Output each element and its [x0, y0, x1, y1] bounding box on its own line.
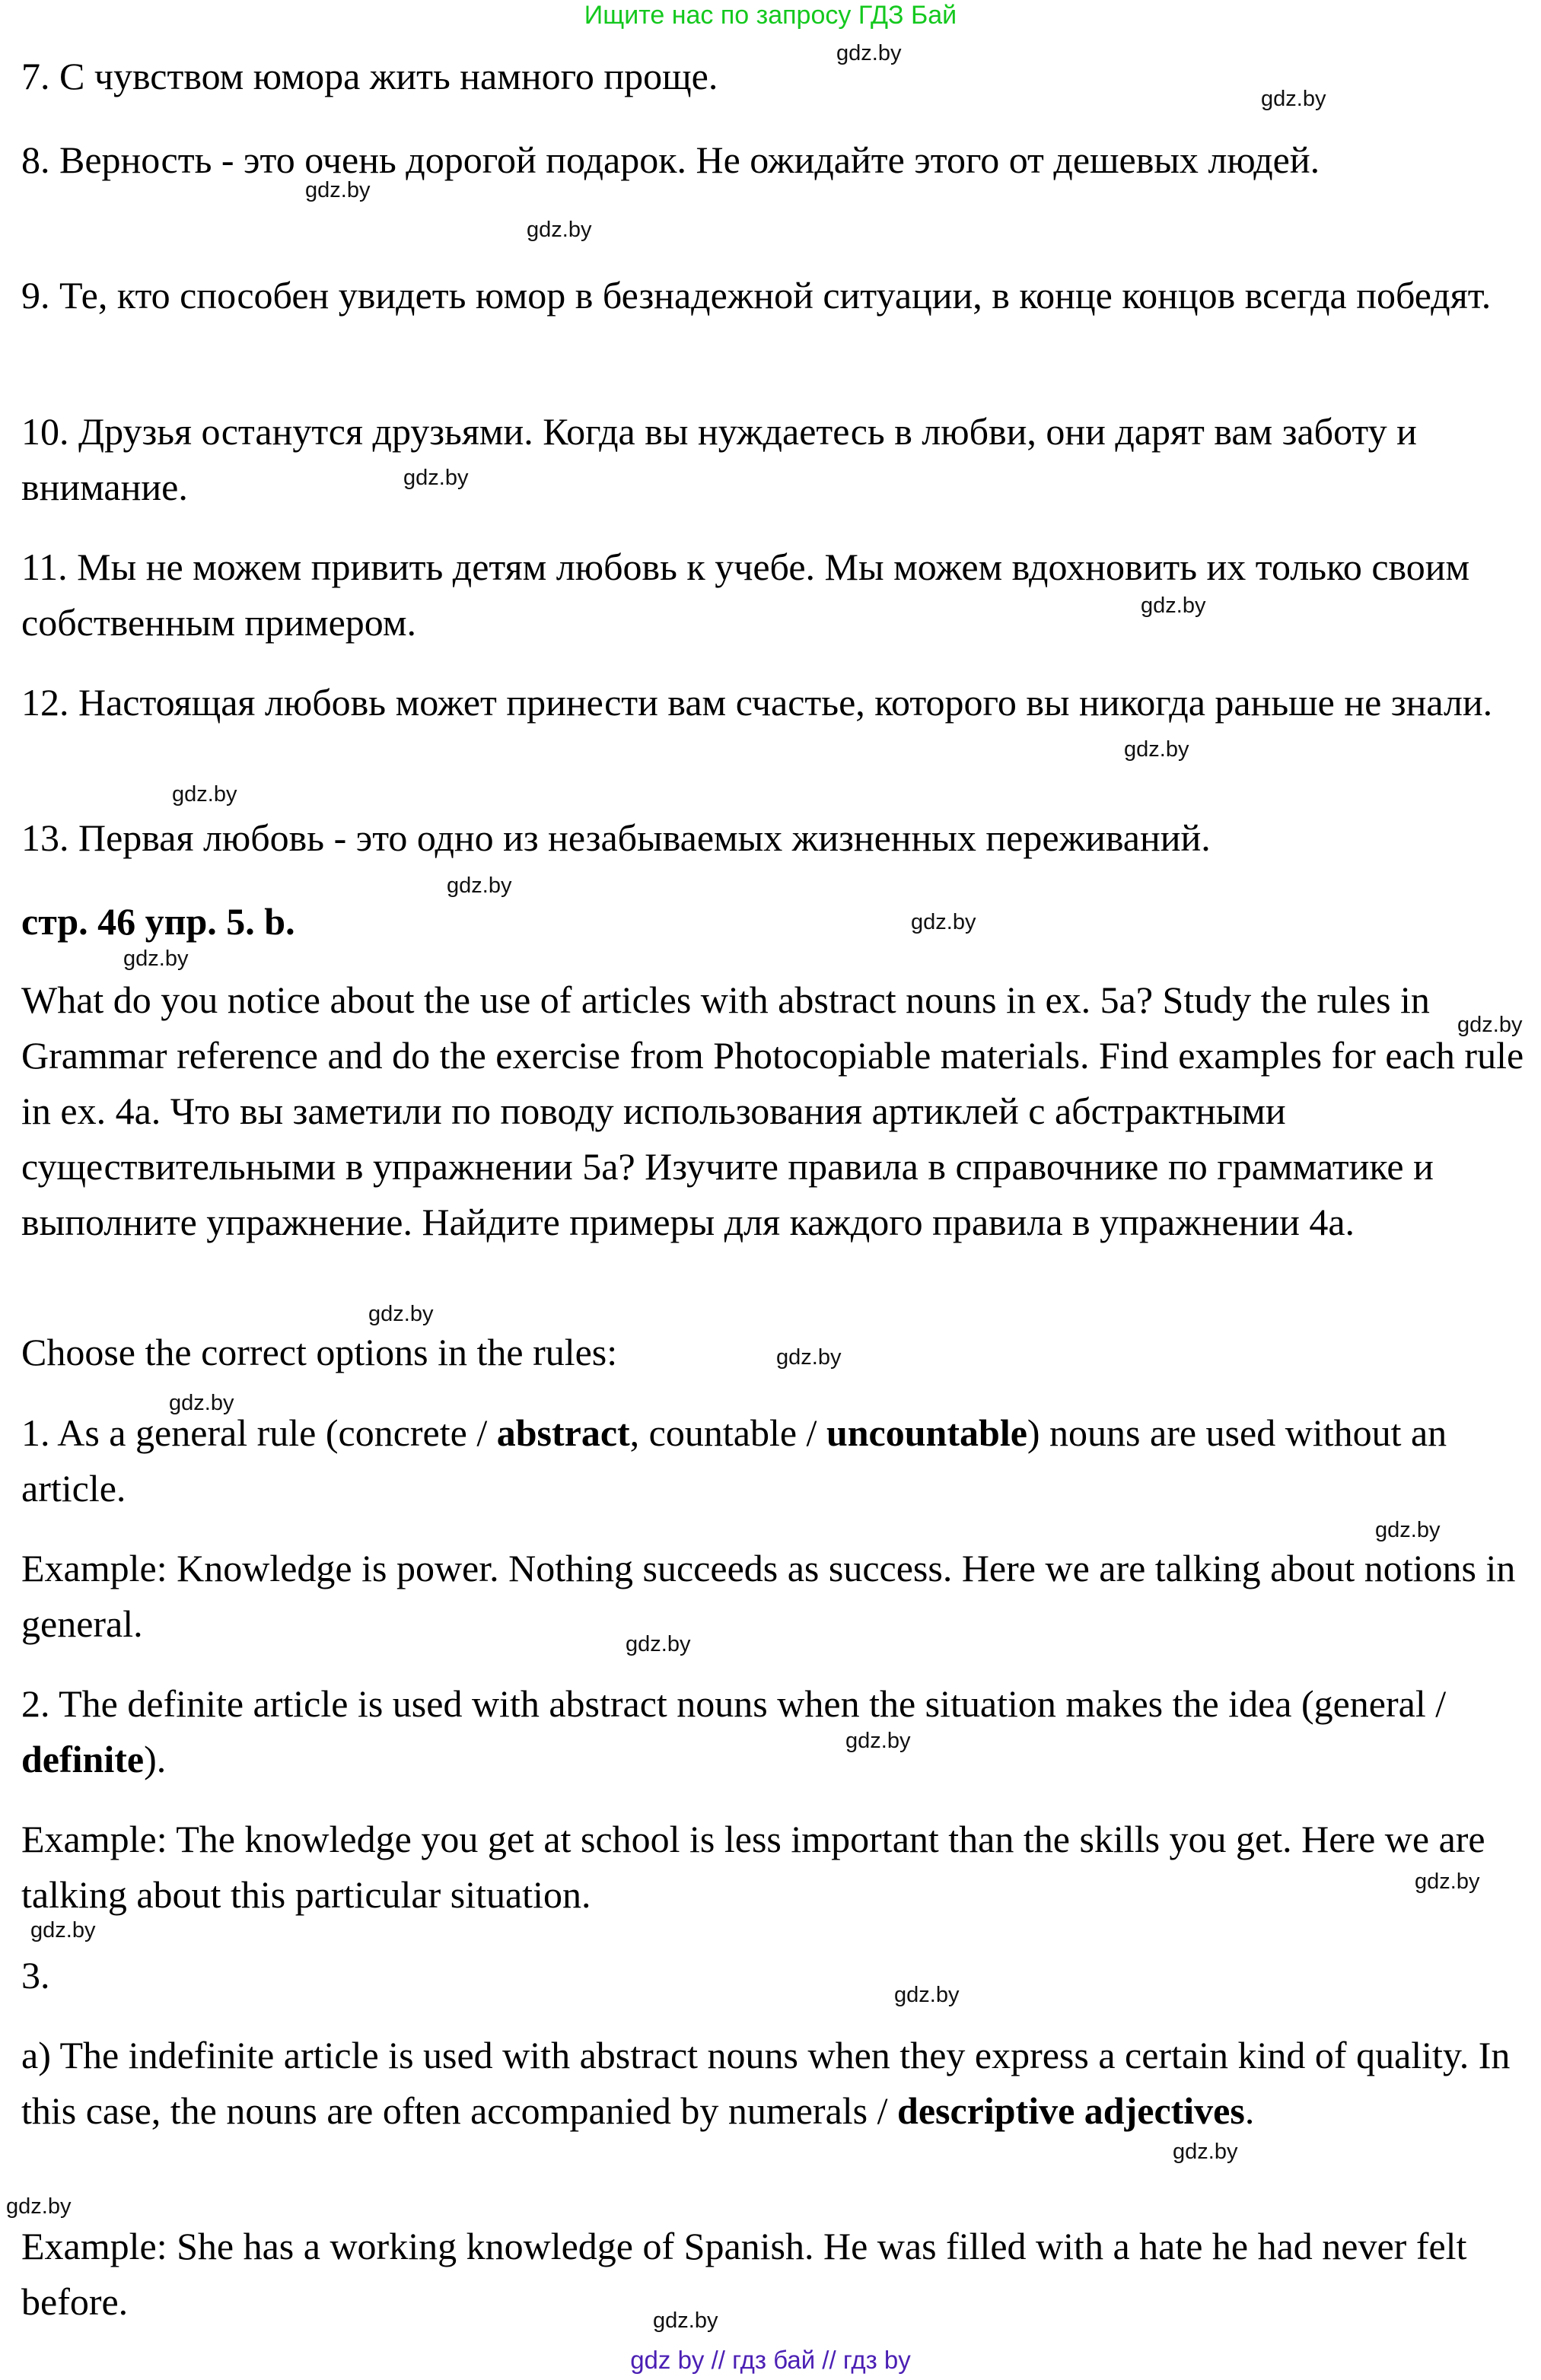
rule-1-answer-abstract: abstract [496, 1411, 630, 1454]
watermark: gdz.by [172, 782, 237, 807]
watermark: gdz.by [1457, 1013, 1523, 1037]
rule-3-number: 3. [21, 1954, 50, 1997]
rule-2-answer: definite [21, 1738, 145, 1780]
watermark: gdz.by [1261, 87, 1326, 111]
watermark: gdz.by [845, 1729, 911, 1753]
rule-2: 2. The definite article is used with abstract nouns when the situation makes the idea (general / definite). [21, 1682, 1447, 1780]
sentence-8: 8. Верность - это очень дорогой подарок. Не ожидайте этого от дешевых людей. [21, 138, 1320, 181]
example-2: Example: The knowledge you get at school is less important than the skills you get. Here we are talking about this particular situation. [21, 1818, 1485, 1916]
watermark: gdz.by [1141, 593, 1206, 618]
watermark: gdz.by [894, 1983, 960, 2007]
sentence-7: 7. С чувством юмора жить намного проще. [21, 55, 718, 97]
watermark: gdz.by [1173, 2140, 1238, 2164]
sentence-10: 10. Друзья останутся друзьями. Когда вы нуждаетесь в любви, они дарят вам заботу и внимание. [21, 410, 1417, 508]
sentence-9: 9. Те, кто способен увидеть юмор в безнадежной ситуации, в конце концов всегда победят. [21, 274, 1492, 317]
sentence-12: 12. Настоящая любовь может принести вам счастье, которого вы никогда раньше не знали. [21, 681, 1493, 724]
watermark: gdz.by [30, 1918, 96, 1943]
rule-3a: a) The indefinite article is used with abstract nouns when they express a certain kind of quality. In this case, the nouns are often accompanied by numerals / descriptive adjectives. [21, 2034, 1511, 2132]
watermark: gdz.by [527, 218, 592, 242]
footer-links[interactable]: gdz by // гдз бай // гдз by [630, 2346, 911, 2374]
watermark: gdz.by [653, 2308, 718, 2333]
task-text: What do you notice about the use of articles with abstract nouns in ex. 5a? Study the rules in Grammar reference and do the exercise from Photocopiable materials. Find examples for each rule in ex. 4a. Что вы заметили по поводу использования артиклей с абстрактными существительными в упражнении 5a? Изучите правила в справочнике по грамматике и выполните упражнение. Найдите примеры для каждого правила в упражнении 4a. [21, 978, 1524, 1243]
sentence-11: 11. Мы не можем привить детям любовь к учебе. Мы можем вдохновить их только своим собственным примером. [21, 546, 1470, 644]
choose-prompt: Choose the correct options in the rules: [21, 1331, 618, 1373]
rule-1: 1. As a general rule (concrete / abstract, countable / uncountable) nouns are used without an article. [21, 1411, 1447, 1510]
example-1: Example: Knowledge is power. Nothing succeeds as success. Here we are talking about notions in general. [21, 1547, 1516, 1645]
sentence-13: 13. Первая любовь - это одно из незабываемых жизненных переживаний. [21, 816, 1211, 859]
search-hint-link[interactable]: Ищите нас по запросу ГДЗ Бай [584, 1, 957, 30]
watermark: gdz.by [1415, 1869, 1480, 1894]
watermark: gdz.by [836, 41, 902, 65]
watermark: gdz.by [1124, 737, 1189, 762]
example-3: Example: She has a working knowledge of Spanish. He was filled with a hate he had never felt before. [21, 2225, 1467, 2323]
watermark: gdz.by [123, 947, 189, 971]
watermark: gdz.by [447, 873, 512, 898]
watermark: gdz.by [403, 466, 469, 490]
watermark: gdz.by [911, 910, 976, 934]
watermark: gdz.by [776, 1345, 842, 1370]
rule-3a-answer: descriptive adjectives [897, 2089, 1245, 2132]
rule-1-answer-uncountable: uncountable [826, 1411, 1027, 1454]
watermark: gdz.by [305, 178, 371, 202]
section-heading: стр. 46 упр. 5. b. [21, 900, 295, 943]
watermark: gdz.by [626, 1632, 691, 1656]
watermark: gdz.by [169, 1391, 234, 1415]
watermark: gdz.by [1375, 1518, 1441, 1542]
watermark: gdz.by [6, 2194, 72, 2219]
watermark: gdz.by [368, 1302, 434, 1326]
